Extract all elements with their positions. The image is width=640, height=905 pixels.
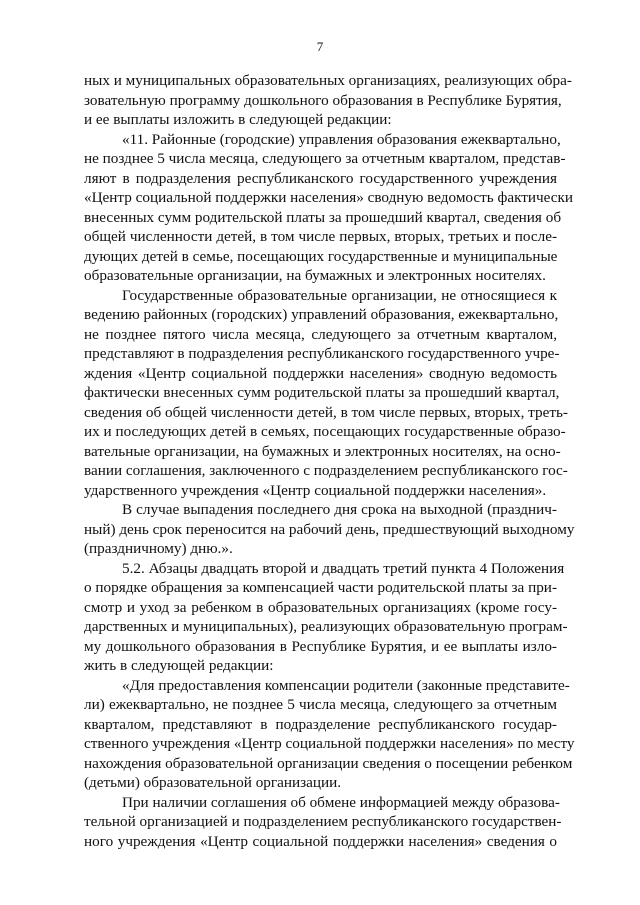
text-line: дующих детей в семье, посещающих государственные и муниципальные	[84, 247, 558, 265]
text-line: кварталом, представляют в подразделение республиканского государ-	[84, 715, 557, 733]
text-line: тельной организацией и подразделением республиканского государствен-	[84, 813, 562, 830]
text-line: смотр и уход за ребенком в образовательных организациях (кроме госу-	[84, 598, 557, 616]
paragraph	[84, 71, 572, 130]
text-line: внесенных сумм родительской платы за прошедший квартал, сведения об	[84, 208, 562, 226]
text-line: При наличии соглашения об обмене информацией между образова-	[122, 793, 560, 811]
text-line: ственного учреждения «Центр социальной поддержки населения» по месту	[84, 735, 575, 752]
text-line: ждения «Центр социальной поддержки населения» сводную ведомость	[84, 364, 557, 382]
text-line: нахождения образовательной организации сведения о посещении ребенком	[84, 754, 573, 772]
text-line: ного учреждения «Центр социальной поддержки населения» сведения о	[84, 832, 557, 850]
paragraph	[84, 500, 575, 559]
text-line: ли) ежеквартально, не позднее 5 числа месяца, следующего за отчетным	[84, 696, 557, 713]
text-line: представляют в подразделения республиканского государственного учре-	[84, 345, 560, 362]
text-line: 5.2. Абзацы двадцать второй и двадцать третий пункта 4 Положения	[122, 559, 565, 577]
text-line: (детьми) образовательной организации.	[84, 774, 342, 791]
text-line: «11. Районные (городские) управления образования ежеквартально,	[122, 130, 561, 148]
text-line: ных и муниципальных образовательных организациях, реализующих обра-	[84, 72, 572, 89]
text-line: ударственного учреждения «Центр социальной поддержки населения».	[84, 481, 547, 499]
text-line: Государственные образовательные организации, не относящиеся к	[122, 286, 557, 304]
paragraph	[84, 130, 574, 286]
paragraph	[84, 676, 575, 793]
text-line: В случае выпадения последнего дня срока на выходной (празднич-	[122, 501, 557, 518]
text-line: общей численности детей, в том числе первых, вторых, третьих и после-	[84, 228, 557, 245]
text-line: вательные организации, на бумажных и электронных носителях, на осно-	[84, 442, 561, 460]
text-line: ведению районных (городских) управлений образования, ежеквартально,	[84, 306, 559, 323]
text-line: сведения об общей численности детей, в том числе первых, вторых, треть-	[84, 403, 568, 421]
text-line: му дошкольного образования в Республике Бурятия, и ее выплаты изло-	[84, 637, 557, 655]
text-line: «Центр социальной поддержки населения» сводную ведомость фактически	[84, 189, 574, 206]
text-line: ляют в подразделения республиканского государственного учреждения	[84, 169, 557, 187]
paragraph	[84, 793, 562, 852]
page-number: 7	[316, 39, 324, 54]
text-line: «Для предоставления компенсации родители (законные представите-	[122, 676, 570, 694]
text-line: не позднее 5 числа месяца, следующего за отчетным кварталом, представ-	[84, 150, 566, 167]
document-body	[84, 71, 575, 851]
text-line: (праздничному) дню.».	[84, 540, 233, 557]
text-line: жить в следующей редакции:	[84, 657, 274, 674]
text-line: их и последующих детей в семьях, посещающих государственные образо-	[84, 423, 566, 440]
text-line: и ее выплаты изложить в следующей редакции:	[84, 111, 392, 128]
text-line: дарственных и муниципальных), реализующих образовательную програм-	[84, 618, 568, 635]
text-line: зовательную программу дошкольного образования в Республике Бурятия,	[84, 91, 562, 109]
text-line: вании соглашения, заключенного с подразделением республиканского гос-	[84, 462, 568, 479]
text-line: о порядке обращения за компенсацией части родительской платы за при-	[84, 579, 557, 596]
paragraph	[84, 559, 568, 676]
paragraph	[84, 286, 568, 501]
text-line: образовательные организации, на бумажных и электронных носителях.	[84, 267, 546, 284]
text-line: ный) день срок переносится на рабочий день, предшествующий выходному	[84, 520, 575, 538]
text-line: фактически внесенных сумм родительской платы за прошедший квартал,	[84, 384, 560, 401]
text-line: не позднее пятого числа месяца, следующего за отчетным кварталом,	[84, 325, 557, 343]
